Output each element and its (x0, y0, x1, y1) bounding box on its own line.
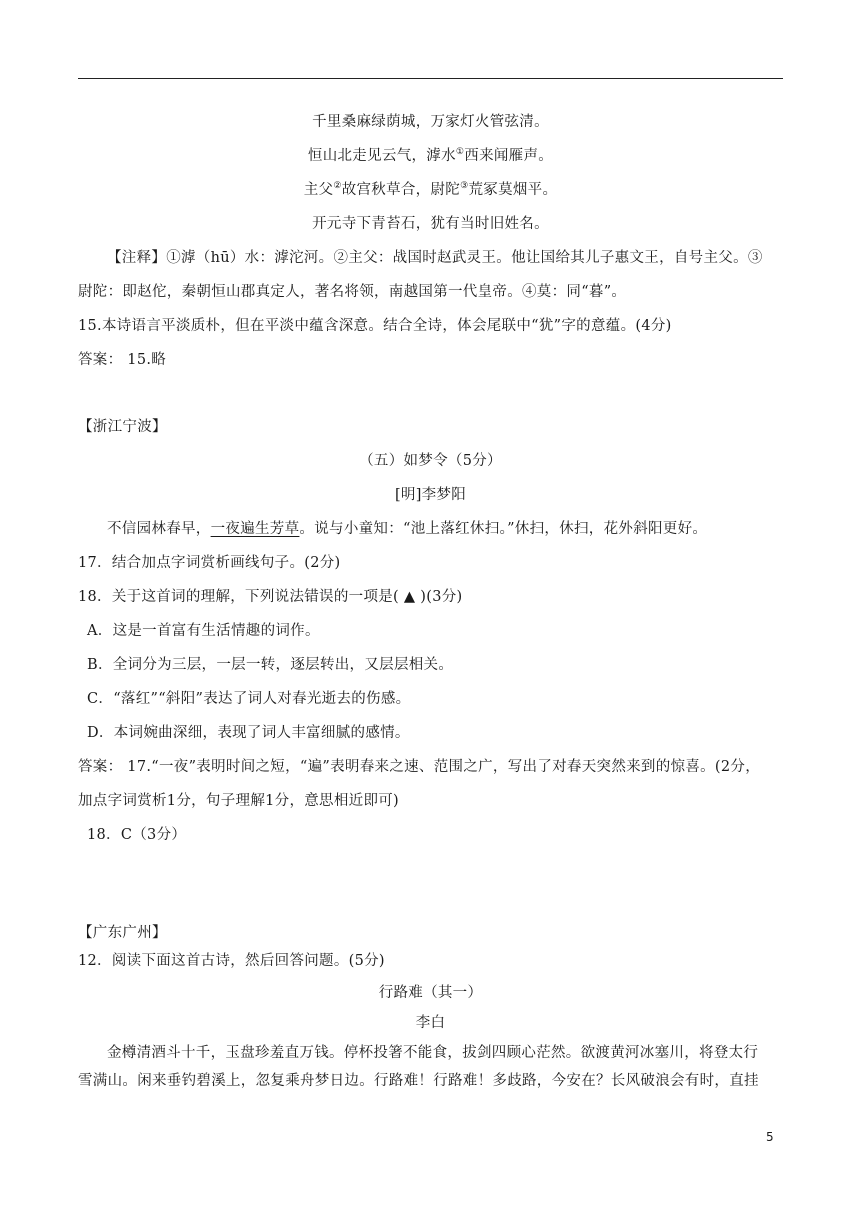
poem-text-b: 。说与小童知：“池上落红休扫。”休扫，休扫，花外斜阳更好。 (299, 521, 708, 537)
answer-17-line1: 答案： 17.“一夜”表明时间之短，“遍”表明春来之速、范围之广，写出了对春天突然来到的惊喜。(2分， (78, 759, 760, 775)
question-12: 12．阅读下面这首古诗，然后回答问题。(5分) (78, 953, 385, 969)
footnote-marker-3: ③ (460, 181, 469, 192)
poem-text-a: 不信园林春早， (107, 521, 211, 537)
answer-18: 18．C（3分） (87, 827, 187, 843)
page-number: 5 (766, 1130, 774, 1144)
option-d: D．本词婉曲深细，表现了词人丰富细腻的感情。 (87, 725, 410, 741)
poem1-line2-text-b: 西来闻雁声。 (464, 148, 554, 164)
answer-15: 答案： 15.略 (78, 352, 167, 368)
poem-xinglunan-line2: 雪满山。闲来垂钓碧溪上，忽复乘舟梦日边。行路难！行路难！多歧路，今安在？长风破浪会有时，直挂 (78, 1073, 759, 1089)
answer-17-line2: 加点字词赏析1分，句子理解1分，意思相近即可) (78, 793, 400, 809)
option-a: A．这是一首富有生活情趣的词作。 (87, 623, 320, 639)
poem1-line2 (78, 146, 783, 166)
region-heading-guangzhou: 【广东广州】 (78, 925, 167, 941)
poem1-line3-text-c: 荒冢莫烟平。 (468, 182, 558, 198)
poem1-line3-text-b: 故宫秋草合，尉陀 (341, 182, 461, 198)
poem-title-xinglunan: 行路难（其一） (378, 985, 483, 1001)
question-18: 18．关于这首词的理解，下列说法错误的一项是( ▲ )(3分) (78, 589, 463, 605)
option-b: B．全词分为三层，一层一转，逐层转出，又层层相关。 (87, 657, 454, 673)
question-17: 17．结合加点字词赏析画线句子。(2分) (78, 555, 341, 571)
notes-line1: 【注释】①滹（hū）水：滹沱河。②主父：战国时赵武灵王。他让国给其儿子惠文王，自号主父。③ (107, 250, 763, 266)
poem1-line3 (78, 180, 783, 200)
poem1-line1: 千里桑麻绿荫城，万家灯火管弦清。 (312, 114, 549, 130)
poem1-line4: 开元寺下青苔石，犹有当时旧姓名。 (312, 216, 549, 232)
footnote-marker-1: ① (455, 147, 465, 158)
poem-author-limengyang: [明]李梦阳 (394, 487, 467, 503)
region-heading-ningbo: 【浙江宁波】 (78, 419, 167, 435)
option-c: C．“落红”“斜阳”表达了词人对春光逝去的伤感。 (87, 691, 411, 707)
poem1-line2-text-a: 恒山北走见云气，滹水 (307, 148, 456, 164)
poem-xinglunan-line1: 金樽清酒斗十千，玉盘珍羞直万钱。停杯投箸不能食，拔剑四顾心茫然。欲渡黄河冰塞川，将登太行 (107, 1045, 759, 1061)
poem-author-libai: 李白 (415, 1015, 446, 1031)
footnote-marker-2: ② (333, 181, 342, 192)
question-15: 15.本诗语言平淡质朴，但在平淡中蕴含深意。结合全诗，体会尾联中“犹”字的意蕴。(4分) (78, 318, 672, 334)
poem1-line3-text-a: 主父 (303, 182, 334, 198)
underlined-sentence: 一夜遍生芳草 (210, 521, 300, 537)
poem-rumengling-text (78, 519, 783, 539)
header-rule (78, 78, 783, 79)
notes-line2: 尉陀：即赵佗，秦朝恒山郡真定人，著名将领，南越国第一代皇帝。④莫：同“暮”。 (78, 284, 627, 300)
poem-title-rumengling: （五）如梦令（5分） (359, 453, 502, 469)
